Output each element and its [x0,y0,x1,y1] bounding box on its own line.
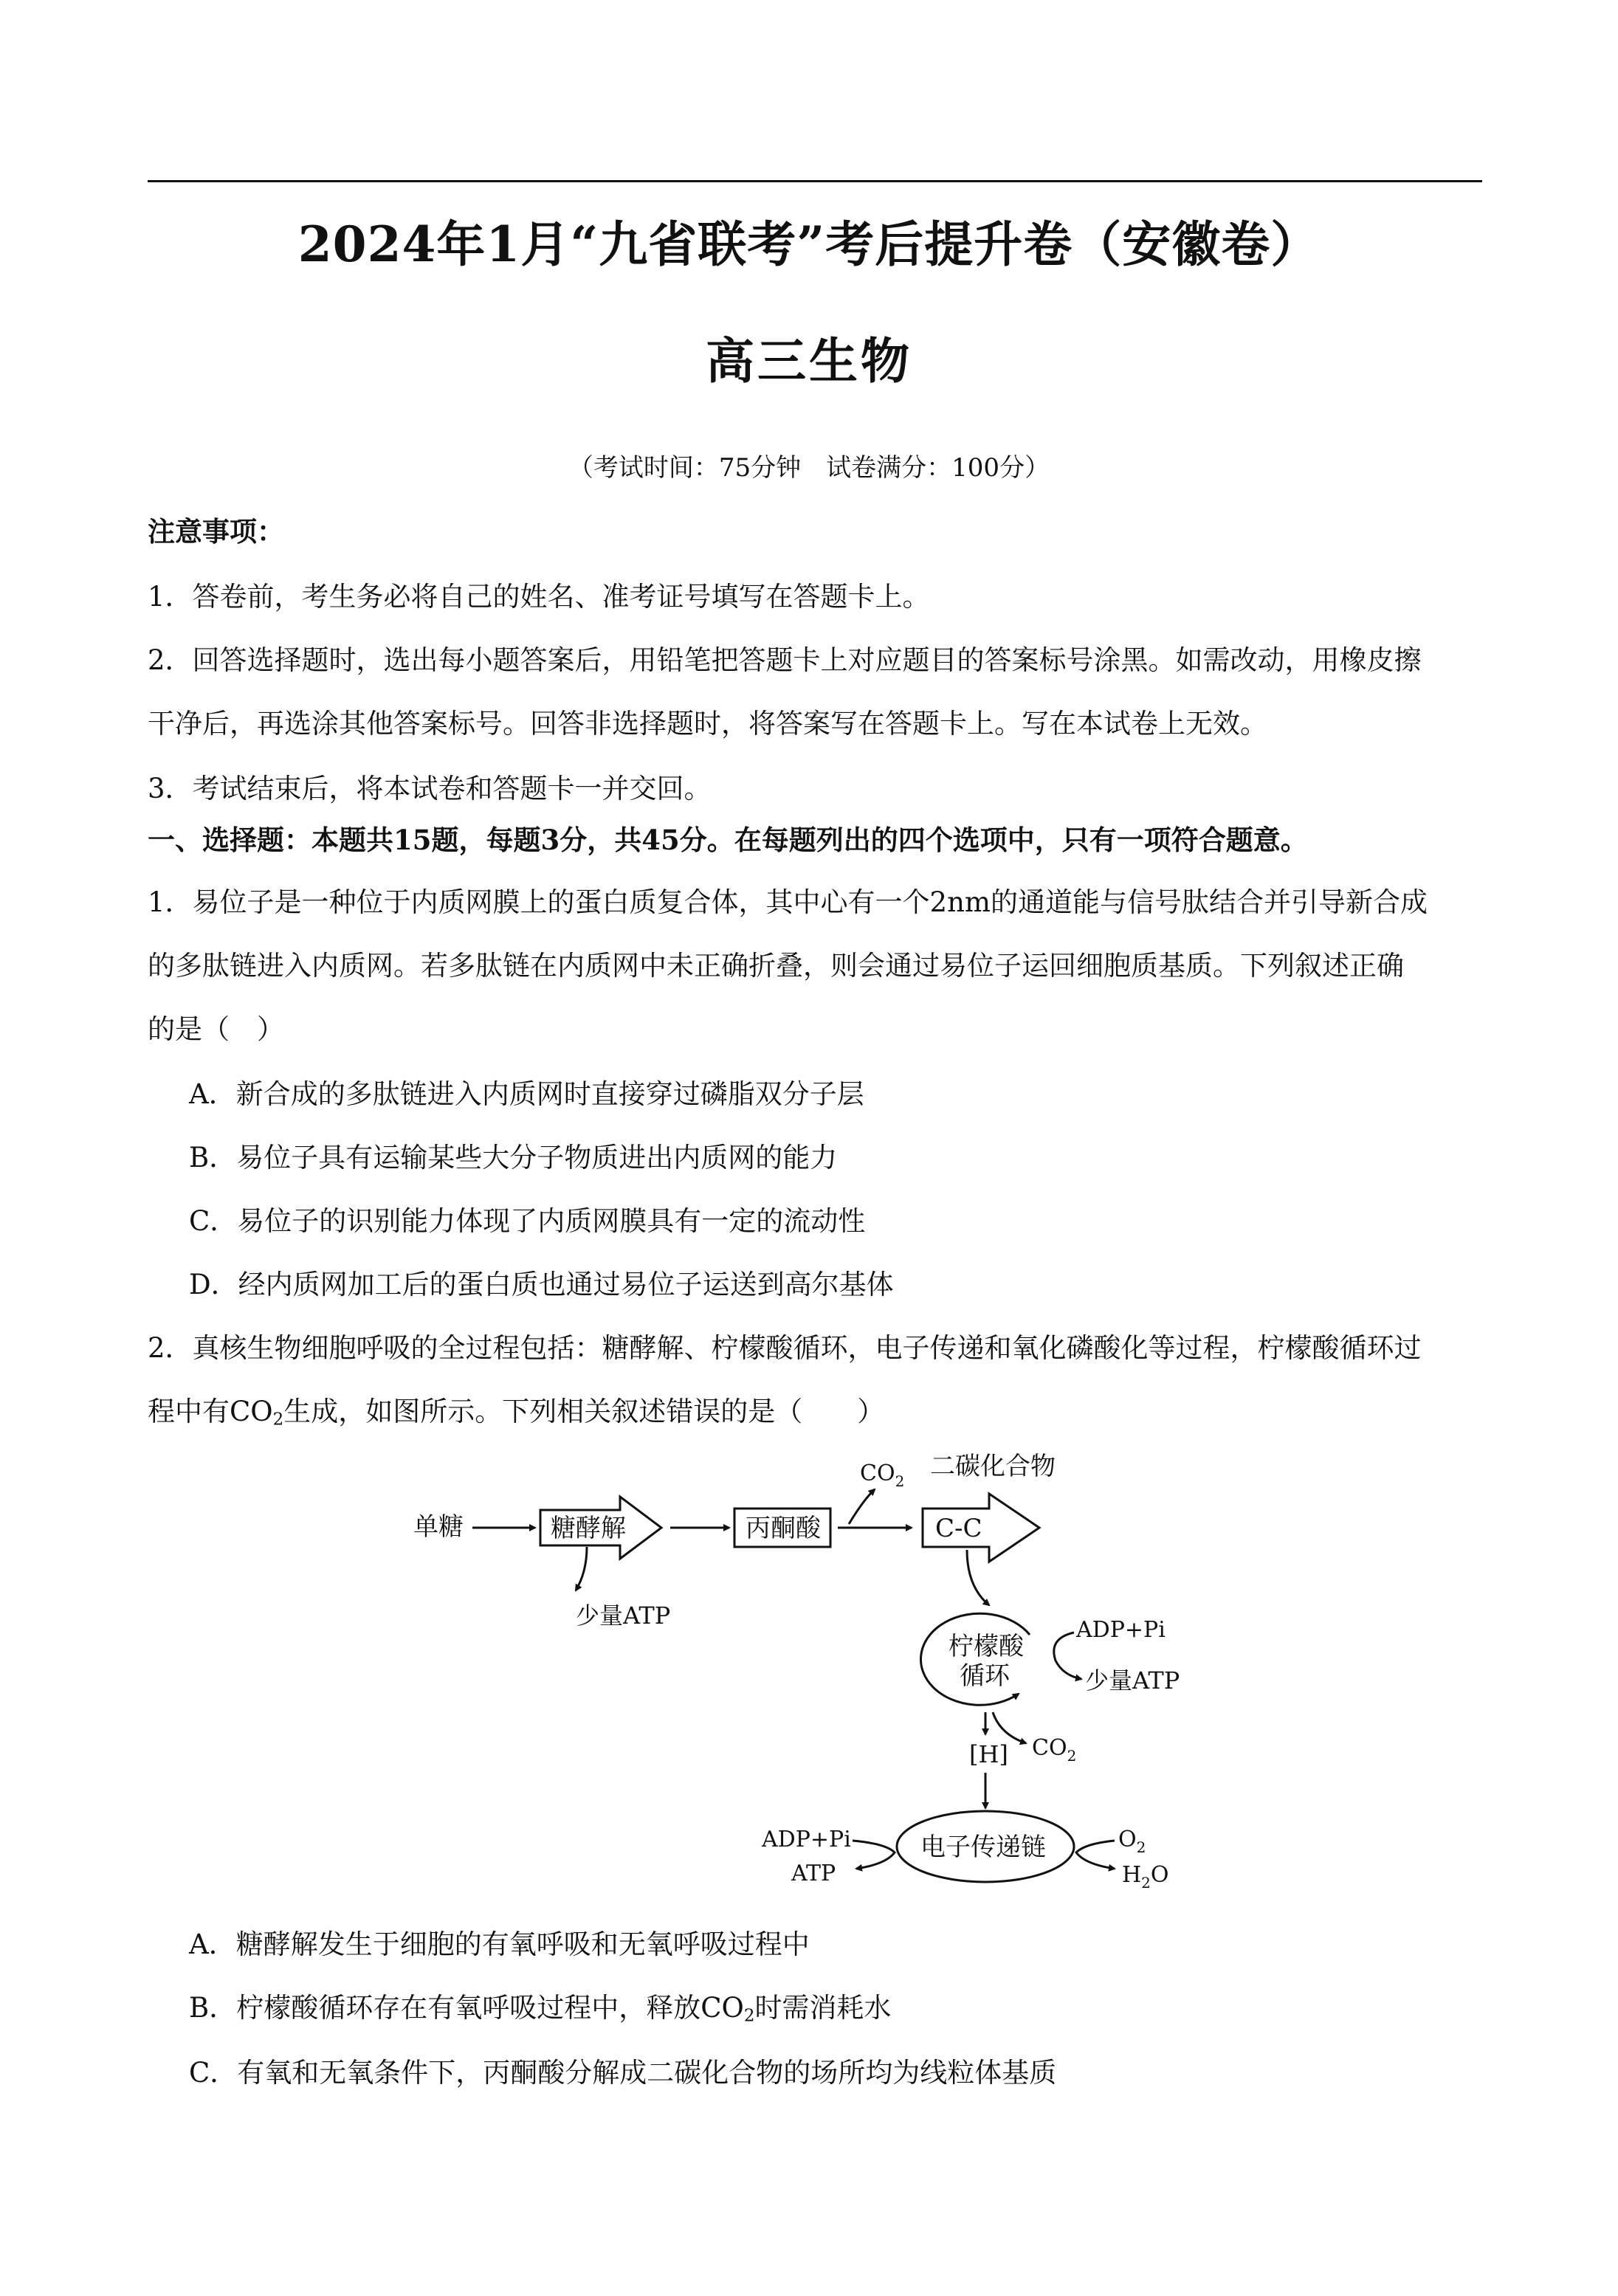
page-title: 2024年1月“九省联考”考后提升卷（安徽卷） [297,216,1321,273]
question-2-stem: 程中有$CO_2$生成，如图所示。下列相关叙述错误的是（ ） [148,1396,885,1430]
arrow [576,1547,587,1590]
arrow [1076,1841,1115,1869]
h-label: [H] [969,1740,1008,1768]
glycolysis-label: 糖酵解 [551,1514,626,1543]
note-item: 2．回答选择题时，选出每小题答案后，用铅笔把答题卡上对应题目的答案标号涂黑。如需改动，用橡皮擦 [148,644,1422,676]
arrow [993,1712,1026,1743]
etc-label: 电子传递链 [920,1833,1046,1862]
citric-cycle-label: 柠檬酸 [949,1632,1024,1661]
arrow [849,1489,875,1524]
adp-pi-label: ADP+Pi [762,1827,851,1852]
question-1-option-b: B．易位子具有运输某些大分子物质进出内质网的能力 [189,1142,838,1173]
citric-cycle-label: 循环 [960,1661,1010,1691]
note-item: 干净后，再选涂其他答案标号。回答非选择题时，将答案写在答题卡上。写在本试卷上无效。 [148,708,1267,740]
question-1-option-c: C．易位子的识别能力体现了内质网膜具有一定的流动性 [189,1205,866,1237]
question-1-stem: 1．易位子是一种位于内质网膜上的蛋白质复合体，其中心有一个2nm的通道能与信号肽结合并引导新合成 [148,886,1428,918]
question-2-option-b: B．柠檬酸循环存在有氧呼吸过程中，释放$CO_2$时需消耗水 [189,1992,892,2026]
arrow [967,1550,989,1605]
question-2-option-a: A．糖酵解发生于细胞的有氧呼吸和无氧呼吸过程中 [189,1928,810,1960]
question-2-option-c: C．有氧和无氧条件下，丙酮酸分解成二碳化合物的场所均为线粒体基质 [189,2057,1057,2089]
note-item: 3．考试结束后，将本试卷和答题卡一并交回。 [148,773,712,804]
note-item: 1．答卷前，考生务必将自己的姓名、准考证号填写在答题卡上。 [148,581,930,613]
h2o-label: $H_2O$ [1122,1862,1169,1892]
question-1-stem: 的是（ ） [148,1013,284,1045]
exam-info: （考试时间：75分钟 试卷满分：100分） [568,453,1050,483]
pyruvate-label: 丙酮酸 [746,1514,821,1543]
adp-pi-label: ADP+Pi [1076,1617,1166,1643]
question-1-option-a: A．新合成的多肽链进入内质网时直接穿过磷脂双分子层 [189,1078,864,1110]
question-1-option-d: D．经内质网加工后的蛋白质也通过易位子运送到高尔基体 [189,1269,894,1300]
little-atp-label: 少量ATP [1085,1666,1180,1695]
little-atp-label: 少量ATP [576,1602,671,1630]
top-rule [148,180,1482,182]
question-1-stem: 的多肽链进入内质网。若多肽链在内质网中未正确折叠，则会通过易位子运回细胞质基质。下列叙述正确 [148,950,1404,982]
two-carbon-label: 二碳化合物 [930,1452,1056,1481]
page-subtitle: 高三生物 [706,332,912,390]
section-heading: 一、选择题：本题共15题，每题3分，共45分。在每题列出的四个选项中，只有一项符合题意。 [148,824,1308,856]
co2-label: $CO_2$ [1032,1735,1077,1765]
cc-label: C-C [935,1514,982,1543]
cell-respiration-diagram [399,1439,1211,1897]
monosaccharide-label: 单糖 [413,1512,464,1542]
co2-label: $CO_2$ [860,1461,905,1490]
o2-label: $O_2$ [1118,1827,1146,1856]
atp-label: ATP [791,1861,836,1886]
arrow [853,1841,895,1869]
question-2-stem: 2．真核生物细胞呼吸的全过程包括：糖酵解、柠檬酸循环，电子传递和氧化磷酸化等过程，柠檬酸循环过 [148,1332,1422,1364]
notes-heading: 注意事项： [148,515,284,548]
